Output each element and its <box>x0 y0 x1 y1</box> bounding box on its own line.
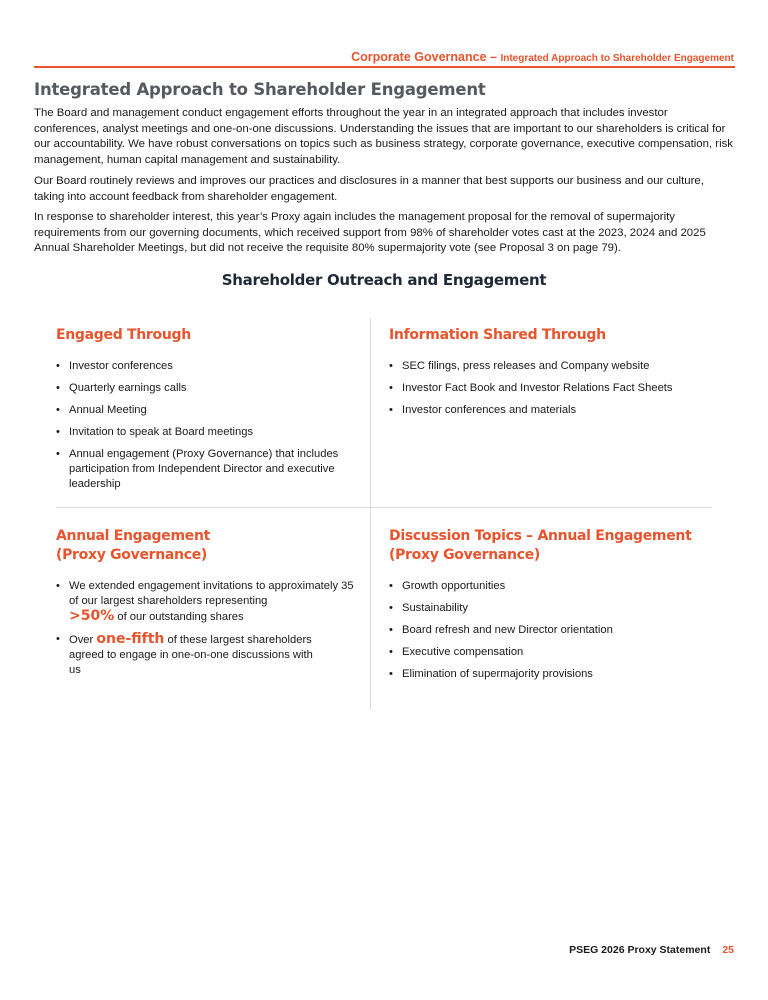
discussion-topics-list <box>389 579 709 682</box>
information-shared-list <box>389 359 689 418</box>
intro-paragraph-2: Our Board routinely reviews and improves our practices and disclosures in a manner that best supports our business and our culture, taking into account feedback from shareholder engagement. <box>34 175 704 203</box>
annual-engagement-heading-line2: (Proxy Governance) <box>56 547 208 563</box>
list-item: • Elimination of supermajority provisions <box>389 667 709 682</box>
horizontal-divider <box>56 507 712 508</box>
annual-engagement-heading-line1: Annual Engagement <box>56 528 211 544</box>
annual-engagement-panel <box>56 527 356 685</box>
discussion-topics-panel <box>389 527 709 689</box>
intro-paragraph-1: The Board and management conduct engagement efforts throughout the year in an integrated approach that includes investor conferences, analyst meetings and one-on-one discussions. Understanding the issues that are important to our shareholders is critical for our accountability. We have robust conversations on topics such as business strategy, corporate governance, executive compensation, risk management, human capital management and sustainability. <box>34 107 733 166</box>
invitations-text: We extended engagement invitations to approximately 35 of our largest shareholders representing <box>69 580 354 607</box>
agreed-to-engage-text: of these largest shareholders agreed to engage in one-on-one discussions with us <box>69 634 313 676</box>
intro-paragraph-3: In response to shareholder interest, this year’s Proxy again includes the management proposal for the removal of supermajority requirements from our governing documents, which received support from 98% of shareholder votes cast at the 2023, 2024 and 2025 Annual Shareholder Meetings, but did not receive the requisite 80% supermajority vote (see Proposal 3 on page 79). <box>34 211 706 254</box>
list-item: • Investor conferences <box>56 359 356 374</box>
list-item: • Annual Meeting <box>56 403 356 418</box>
list-item: • Sustainability <box>389 601 709 616</box>
page-footer <box>569 944 734 956</box>
page-title: Integrated Approach to Shareholder Engagement <box>34 80 486 99</box>
header-subsection: Integrated Approach to Shareholder Engagement <box>500 53 734 64</box>
discussion-topics-heading <box>389 527 709 565</box>
list-item: • Investor conferences and materials <box>389 403 689 418</box>
over-text: Over <box>69 634 97 646</box>
header-dash: – <box>486 50 501 64</box>
running-header <box>34 50 734 64</box>
list-item <box>56 579 354 625</box>
engaged-through-list <box>56 359 356 492</box>
header-rule <box>34 66 735 68</box>
annual-engagement-heading <box>56 527 356 565</box>
list-item <box>56 632 319 678</box>
list-item: • Investor Fact Book and Investor Relations Fact Sheets <box>389 381 689 396</box>
page-number: 25 <box>722 944 734 956</box>
outstanding-shares-highlight: >50% <box>69 608 115 624</box>
annual-engagement-list <box>56 579 356 678</box>
list-item: • Quarterly earnings calls <box>56 381 356 396</box>
list-item: • SEC filings, press releases and Company website <box>389 359 689 374</box>
engaged-through-panel <box>56 326 356 499</box>
list-item: • Growth opportunities <box>389 579 709 594</box>
list-item: • Executive compensation <box>389 645 709 660</box>
list-item: • Annual engagement (Proxy Governance) that includes participation from Independent Director and executive leadership <box>56 447 354 492</box>
discussion-topics-heading-line2: (Proxy Governance) <box>389 547 541 563</box>
engaged-through-heading: Engaged Through <box>56 327 191 343</box>
footer-document-name: PSEG 2026 Proxy Statement <box>569 944 711 956</box>
header-section: Corporate Governance <box>351 50 487 64</box>
discussion-topics-heading-line1: Discussion Topics – Annual Engagement <box>389 528 692 544</box>
section-title: Shareholder Outreach and Engagement <box>221 271 547 289</box>
one-fifth-highlight: one-fifth <box>96 631 165 647</box>
list-item: • Board refresh and new Director orientation <box>389 623 709 638</box>
information-shared-panel <box>389 326 689 425</box>
outstanding-shares-text: of our outstanding shares <box>114 611 244 623</box>
vertical-divider <box>370 318 371 710</box>
list-item: • Invitation to speak at Board meetings <box>56 425 356 440</box>
information-shared-heading: Information Shared Through <box>389 327 606 343</box>
